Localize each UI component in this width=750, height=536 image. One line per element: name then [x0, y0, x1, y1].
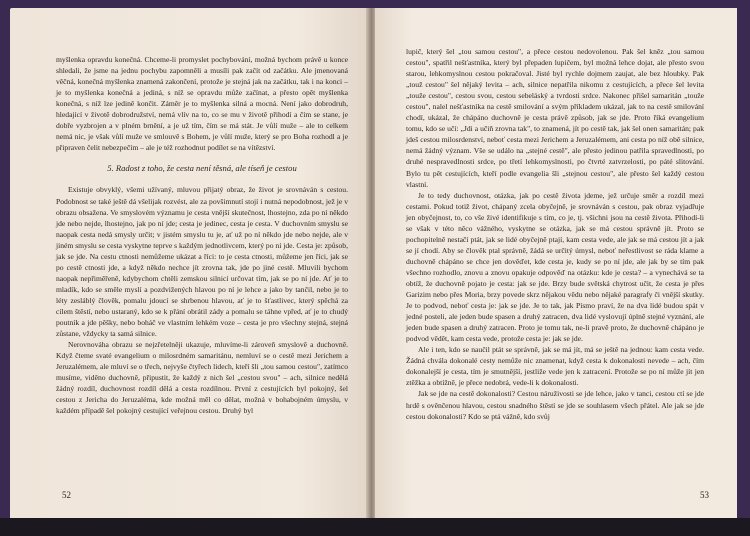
right-paragraph-3: Ale i ten, kdo se naučil ptát se správně, jak se má jít, má se ještě na jednou: kam cesta vede. Žádná chvála dokonalé cesty nemůže nic znamenat, když cesta k dokonalosti nevede – ach, čím dokonalejší je cesta, tím je smutnější, jestliže vede jen k zatracení. Protože se po ní může jít jen ztěžka a obtížně, je přece nedobrá, vede-li k dokonalosti. [406, 345, 704, 388]
section-heading: 5. Radost z toho, že cesta není těsná, ale tíseň je cestou [107, 163, 297, 174]
left-page [10, 8, 368, 520]
right-paragraph-1: lupič, který šel „tou samou cestou", a přece cestou nedovolenou. Pak šel kněz „tou samou cestou", spatřil nešťastníka, který byl přepaden lupičem, byl možná lehce dojat, ale přesto svou starou, lehkomyslnou cestou pokračoval. Jisté byl rychle dojmem zaujat, ale bez hloubky. Pak „touž cestou" šel nějaký levita – ach, silnice nepatřila nikomu z cestujících, a přece šel levita „touže cestou", cestou svou, cestou sebeláský a tvrdosti srdce. Nakonec přišel samaritán „touže cestou", nalel nešťastníka na cestě smilování a svým příkladem ukázal, jak to na cestě smilování chodí, ukázal, že chápáno duchovně je cesta právě způsob, jak se jde. Proto říká evangelium tomu, kdo se učí: „Jdi a učiň zrovna tak", to znamená, jít po cestě tak, jak šel onen samaritán; pak jdeš cestou milosrdenství, neboť cesta mezi Jerichem a Jeruzalémem, ani cesta po níž obě silnice, nemá žádný význam. Vše se událo na „stejné cestě", ale přesto jedinou patřila spravedlnosti, po druhé nespravedlnosti srdce, po třetí lehkomyslnosti, po čtvrté zatvrzelosti, po páté slitování. Bylo tu pět cestujících, kteří podle evangelia šli „stejnou cestou", ale přesto šel každý cestou vlastní. [406, 47, 704, 189]
right-paragraph-2: Je to tedy duchovnost, otázka, jak po cestě života jdeme, jež určuje směr a rozdíl mezi cestami. Pokud totiž život, chápaný zcela obyčejně, je srovnáván s cestou, pak obraz vyjadřuje jen obyčejnost, to, co vše živé identifikuje s tím, co je, tj. všichni jsou na cestě života. Přihodí-li se však v této něco vážného, vyskytne se otázka, jak se má cestou správně jít. Proto se pochopitelně nestačí ptát, jak se lidé obyčejně ptají, kam cesta vede, ale jak se má cestou jít a jak se jí chodí. Aby se člověk ptal správně, žádá se určitý úmysl, neboť neřestlivost se ráda klame a duchovně chápáno se chce jen dověďet, kde cesta je, kudy se po ní jde, ale jak by se tím pak všechno rozhodlo, znovu a znovu opakuje odpověď na otázku: kde je cesta? – a vynechává se ta obtíž, že duchovně pojato je cesta: jak se jde. Brzy bude světská chytrost učit, že cesta je přes Garizim nebo přes Moria, brzy povede skrz nějakou vědu nebo nějaké paragrafy či vnější skutky. Je to podvod, neboť cesta je: jak se jde. Je to tak, jak Písmo praví, že na dva lidé budou spát v jedné posteli, ale jeden bude spasen a druhý zatracen, dva lidé vyslovují úplně stejné vyznání, ale jeden bude spasen a druhý zatracen. Proto je tomu tak, ne-li pravě proto, že duchovně chápáno je podvod vědět, kam cesta vede, protože cesta je: jak se jde. [406, 190, 704, 344]
table-surface [0, 518, 750, 536]
right-page-text [406, 46, 704, 422]
page-number-right: 53 [700, 490, 709, 500]
left-paragraph-1: myšlenka opravdu konečná. Chceme-li promyslet pochybování, možná bychom právě u konce shledali, že jsme na jednu pochybu zapomněli a musíli pak začít od začátku. Ale jmenovaná věčná, konečná myšlenka znamená zakončení, protože je stejná jak na začátku, tak i na konci – je to myšlenka konečná a jediná, s níž se opravdu může začínat, a přesto opět myšlenka konečná, s níž lze jedině končit. Záměr je to myšlenka silná a mocná. Není jako dobrodruh, hledající v životě dobrodružství, nemá vlív na to, co se mu v životě přihodí a čím se stane, je dobře vyzbrojen a v plném brnění, a je už tím, čím se má stát. Je vůlí muže – ale to celkem nemá nic, je však vůlí muže ve smlouvě s Bohem, je vůlí muže, který se pro Boha rozhodl a je připraven čelit nebezpečím – ale je též rozhodnut podílet se na vítězství. [56, 55, 348, 153]
left-paragraph-3: Nerovnováha obrazu se nejzřetelněji ukazuje, mluvíme-li zároveň smyslově a duchovně. Když čteme svaté evangelium o milosrdném samaritánu, nemluví se o cestě mezi Jerichem a Jeruzalémem, ale mluví se o třech, nejvyše čtyřech lidech, kteří šli „tou samou cestou", zatímco musíme, viděno duchovně, připustit, že každý z nich šel „cestou svou" – ach, silnice nedělá žádný rozdíl, duchovnost rozdíl dělá a cesta rozdílnou. První z cestujících byl pokojný, šel cestou z Jericha do Jeruzaléma, kde možná měl co dělat, možná v bohabojném úmyslu, v každém případě šel pokojný cestující veřejnou cestou. Druhý byl [56, 340, 348, 416]
page-number-left: 52 [62, 490, 71, 500]
left-page-text [56, 54, 348, 416]
right-paragraph-4: Jak se jde na cestě dokonalosti? Cestou náruživosti se jde lehce, jako v tanci, cestou ctí se jde hrdě s ověnčenou hlavou, cestou snadného štěstí se jde se souhlasem všech přátel. Ale jak se jde cestou dokonalosti? Kdo se ptá vážně, kdo svůj [406, 389, 704, 421]
right-page [375, 8, 737, 520]
left-paragraph-2: Existuje obvyklý, všemi užívaný, mluvou přijatý obraz, že život je srovnáván s cestou. Podobnost se také ještě dá všelijak rozvést, ale za povšimnutí stojí i nutná nepodobnost, jež je v obrazu obsažena. Ve smyslovém významu je cesta vnější skutečnost, lhostejno, zda po ní někdo jde nebo nejde, lhostejno, jak po ní jde; cesta je jedinec, cesta je cesta. V duchovním smyslu se naopak cesta nedá smysly určit; v jistém smyslu tu je, ať už po ní někdo jde nebo nejde, ale v jiném smyslu se cesta vyskytne teprve s každým jednotlivcem, který po ní jde. Cesta je: způsob, jak se jde. Na cestu ctnosti nemůžeme ukázat a říci: to je cesta ctnosti, můžeme jen říci, jak se po cestě ctnosti jde, a když někdo nechce jít zrovna tak, jde po jiné cestě. Mluvili bychom naopak nepřiměřeně, kdybychom chtěli zemskou silnicí určovat tím, jak se po ní jde. Ať je to mladík, kdo se směle myslí a pozdvižených hlavou po ní je lehce a jako by tančil, nebo je to léty zesláblý člověk, pomalu jdoucí se shrbenou hlavou, ať je to šťastlivec, který spěchá za cílem štěstí, nebo ustaraný, kdo se k přání obrátil zády a pomalu se táhne vpřed, ať je to chudý poutník a jde pěšky, nebo boháč ve vlastním lehkém voze – cesta je pro všechny stejná, stejná zůstane, vždycky ta samá silnice. [56, 185, 348, 339]
